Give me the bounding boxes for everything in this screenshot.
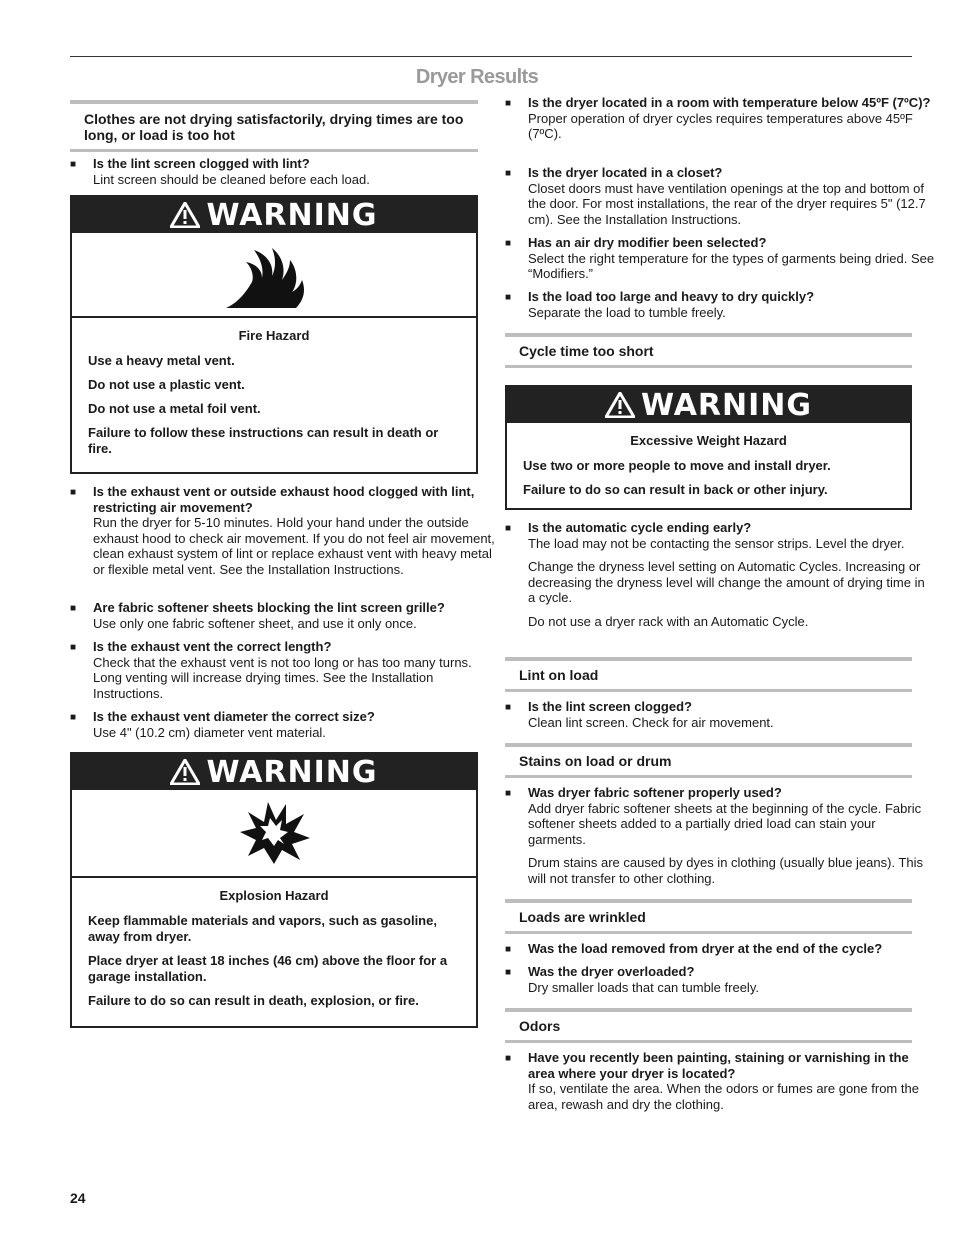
answer-paragraph: Do not use a dryer rack with an Automatic Cycle. xyxy=(528,613,809,629)
warning-triangle-icon xyxy=(170,759,200,785)
answer: Add dryer fabric softener sheets at the beginning of the cycle. Fabric softener sheets added to a partially dried load can stain your garments. xyxy=(528,800,922,847)
bullet: ■ xyxy=(505,238,512,249)
page-number: 24 xyxy=(70,1190,86,1206)
bullet: ■ xyxy=(505,702,512,713)
warning-line: Use two or more people to move and install dryer. xyxy=(523,458,831,473)
warning-line: Do not use a metal foil vent. xyxy=(88,401,261,416)
section-heading-wrinkled xyxy=(505,899,912,934)
answer: Use 4" (10.2 cm) diameter vent material. xyxy=(93,724,326,740)
warning-line: Use a heavy metal vent. xyxy=(88,353,235,368)
section-heading-not-drying xyxy=(70,100,478,152)
answer: Closet doors must have ventilation openings at the top and bottom of the door. For most installations, the rear of the dryer requires 5" (12.7 cm). See the Installation Instructions. xyxy=(528,180,926,227)
warning-box-fire xyxy=(70,195,478,474)
warning-box-explosion xyxy=(70,752,478,1028)
explosion-hazard-icon xyxy=(72,790,476,878)
list-item xyxy=(70,484,497,578)
bullet: ■ xyxy=(505,168,512,179)
section-heading-text: Lint on load xyxy=(519,667,599,683)
hazard-title: Fire Hazard xyxy=(238,328,310,343)
question: Was dryer fabric softener properly used? xyxy=(528,785,782,800)
answer: Check that the exhaust vent is not too long or has too many turns. Long venting will increase drying times. See the Installation Instructions. xyxy=(93,654,472,701)
warning-line: Keep flammable materials and vapors, such as gasoline, away from dryer. xyxy=(88,913,437,944)
answer: Select the right temperature for the types of garments being dried. See “Modifiers.” xyxy=(528,250,935,282)
warning-banner-text: WARNING xyxy=(206,197,378,233)
section-heading-text: Cycle time too short xyxy=(519,343,654,359)
bullet: ■ xyxy=(70,487,77,498)
bullet: ■ xyxy=(505,523,512,534)
question: Is the exhaust vent diameter the correct size? xyxy=(93,709,375,724)
answer: Separate the load to tumble freely. xyxy=(528,304,726,320)
section-heading-lint xyxy=(505,657,912,692)
warning-body xyxy=(507,423,910,514)
question: Is the lint screen clogged with lint? xyxy=(93,156,310,171)
warning-triangle-icon xyxy=(605,392,635,418)
list-item xyxy=(505,165,935,227)
list-item xyxy=(505,289,935,320)
question: Is the load too large and heavy to dry quickly? xyxy=(528,289,815,304)
bullet: ■ xyxy=(70,642,77,653)
hazard-title: Explosion Hazard xyxy=(219,888,329,903)
question: Was the load removed from dryer at the end of the cycle? xyxy=(528,941,883,956)
list-item xyxy=(505,95,935,142)
warning-triangle-icon xyxy=(170,202,200,228)
list-item xyxy=(505,520,935,630)
bullet: ■ xyxy=(70,712,77,723)
warning-line: Place dryer at least 18 inches (46 cm) above the floor for a garage installation. xyxy=(88,953,448,984)
list-item xyxy=(70,639,497,701)
question: Is the dryer located in a closet? xyxy=(528,165,723,180)
answer: Proper operation of dryer cycles requires temperatures above 45ºF (7ºC). xyxy=(528,110,913,142)
warning-body xyxy=(72,318,476,473)
hazard-title: Excessive Weight Hazard xyxy=(630,433,787,448)
question: Are fabric softener sheets blocking the lint screen grille? xyxy=(93,600,445,615)
bullet: ■ xyxy=(70,159,77,170)
section-heading-odors xyxy=(505,1008,912,1043)
question: Is the lint screen clogged? xyxy=(528,699,692,714)
answer: Use only one fabric softener sheet, and use it only once. xyxy=(93,615,417,631)
list-item xyxy=(70,709,497,740)
warning-banner xyxy=(507,387,910,423)
warning-banner-text: WARNING xyxy=(206,754,378,790)
bullet: ■ xyxy=(505,967,512,978)
section-heading-text: Clothes are not drying satisfactorily, drying times are too long, or load is too hot xyxy=(84,111,464,143)
page-title: Dryer Results xyxy=(415,66,539,88)
list-item xyxy=(505,964,935,995)
answer: Dry smaller loads that can tumble freely. xyxy=(528,979,759,995)
answer: Clean lint screen. Check for air movement. xyxy=(528,714,774,730)
warning-banner xyxy=(72,754,476,790)
question: Is the dryer located in a room with temperature below 45ºF (7ºC)? xyxy=(528,95,931,110)
question: Was the dryer overloaded? xyxy=(528,964,695,979)
warning-line: Do not use a plastic vent. xyxy=(88,377,245,392)
bullet: ■ xyxy=(505,1053,512,1064)
answer: Run the dryer for 5-10 minutes. Hold your hand under the outside exhaust hood to check air movement. If you do not feel air movement, clean exhaust system of lint or replace exhaust vent with heavy metal or flexible metal vent. See the Installation Instructions. xyxy=(93,515,495,577)
list-item xyxy=(505,235,935,282)
question: Has an air dry modifier been selected? xyxy=(528,235,767,250)
top-rule xyxy=(70,56,912,57)
answer: Lint screen should be cleaned before each load. xyxy=(93,171,370,187)
warning-box-weight xyxy=(505,385,912,510)
question: Is the automatic cycle ending early? xyxy=(528,520,752,535)
section-heading-text: Stains on load or drum xyxy=(519,753,672,769)
question: Is the exhaust vent the correct length? xyxy=(93,639,332,654)
bullet: ■ xyxy=(505,944,512,955)
answer: If so, ventilate the area. When the odors or fumes are gone from the area, rewash and dry the clothing. xyxy=(528,1081,919,1112)
question: Is the exhaust vent or outside exhaust hood clogged with lint, restricting air movement? xyxy=(93,484,475,515)
list-item xyxy=(505,785,935,887)
answer-paragraph: Change the dryness level setting on Automatic Cycles. Increasing or decreasing the dryness level will change the amount of drying time in a cycle. xyxy=(528,559,925,606)
bullet: ■ xyxy=(505,98,512,109)
fire-hazard-icon xyxy=(72,233,476,318)
list-item xyxy=(70,600,497,631)
list-item xyxy=(70,156,478,187)
answer: The load may not be contacting the sensor strips. Level the dryer. xyxy=(528,535,905,551)
section-heading-text: Odors xyxy=(519,1018,561,1034)
list-item xyxy=(505,941,935,957)
warning-body xyxy=(72,878,476,1025)
list-item xyxy=(505,699,935,730)
warning-banner-text: WARNING xyxy=(640,387,813,423)
warning-line: Failure to follow these instructions can result in death or fire. xyxy=(88,425,439,456)
warning-line: Failure to do so can result in death, explosion, or fire. xyxy=(88,993,419,1008)
warning-line: Failure to do so can result in back or other injury. xyxy=(523,482,828,497)
list-item xyxy=(505,1050,935,1112)
section-heading-text: Loads are wrinkled xyxy=(519,909,646,925)
bullet: ■ xyxy=(505,292,512,303)
bullet: ■ xyxy=(70,603,77,614)
question: Have you recently been painting, staining or varnishing in the area where your dryer is located? xyxy=(528,1050,909,1081)
section-heading-stains xyxy=(505,743,912,778)
warning-banner xyxy=(72,197,476,233)
bullet: ■ xyxy=(505,788,512,799)
section-heading-cycle-time xyxy=(505,333,912,368)
answer-paragraph: Drum stains are caused by dyes in clothing (usually blue jeans). This will not transfer to other clothing. xyxy=(528,855,924,886)
